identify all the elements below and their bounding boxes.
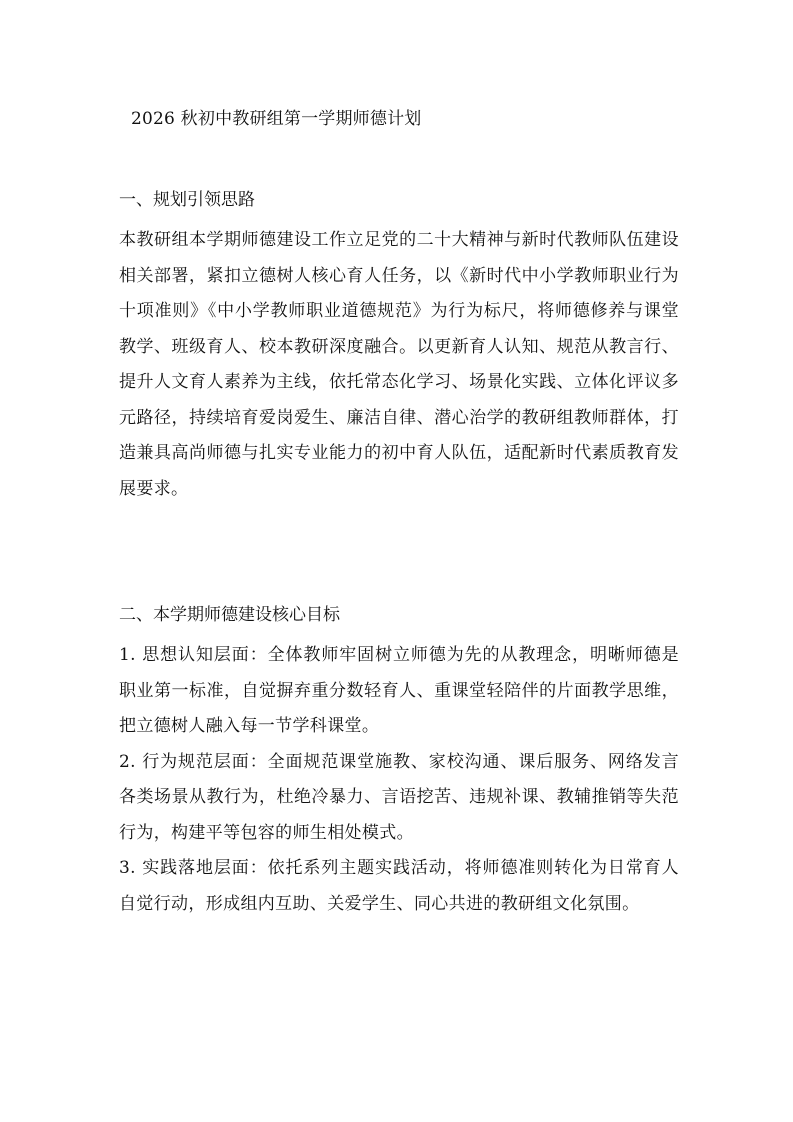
section-paragraph: 本教研组本学期师德建设工作立足党的二十大精神与新时代教师队伍建设相关部署，紧扣立德树人核心育人任务，以《新时代中小学教师职业行为十项准则》《中小学教师职业道德规范》为行为标尺，将师德修养与课堂教学、班级育人、校本教研深度融合。以更新育人认知、规范从教言行、提升人文育人素养为主线，依托常态化学习、场景化实践、立体化评议多元路径，持续培育爱岗爱生、廉洁自律、潜心治学的教研组教师群体，打造兼具高尚师德与扎实专业能力的初中育人队伍，适配新时代素质教育发展要求。 (119, 230, 679, 499)
section-planning-approach (119, 188, 679, 507)
section-core-goals (119, 603, 679, 922)
section-heading: 二、本学期师德建设核心目标 (119, 605, 340, 625)
goal-item-practice: 3. 实践落地层面：依托系列主题实践活动，将师德准则转化为日常育人自觉行动，形成组内互助、关爱学生、同心共进的教研组文化氛围。 (119, 858, 679, 914)
goal-item-thinking: 1. 思想认知层面：全体教师牢固树立师德为先的从教理念，明晰师德是职业第一标准，自觉摒弃重分数轻育人、重课堂轻陪伴的片面教学思维，把立德树人融入每一节学科课堂。 (119, 645, 679, 736)
goal-item-behavior: 2. 行为规范层面：全面规范课堂施教、家校沟通、课后服务、网络发言各类场景从教行为，杜绝冷暴力、言语挖苦、违规补课、教辅推销等失范行为，构建平等包容的师生相处模式。 (119, 751, 679, 843)
section-heading: 一、规划引领思路 (119, 190, 255, 210)
document-title: 2026 秋初中教研组第一学期师德计划 (131, 109, 422, 129)
